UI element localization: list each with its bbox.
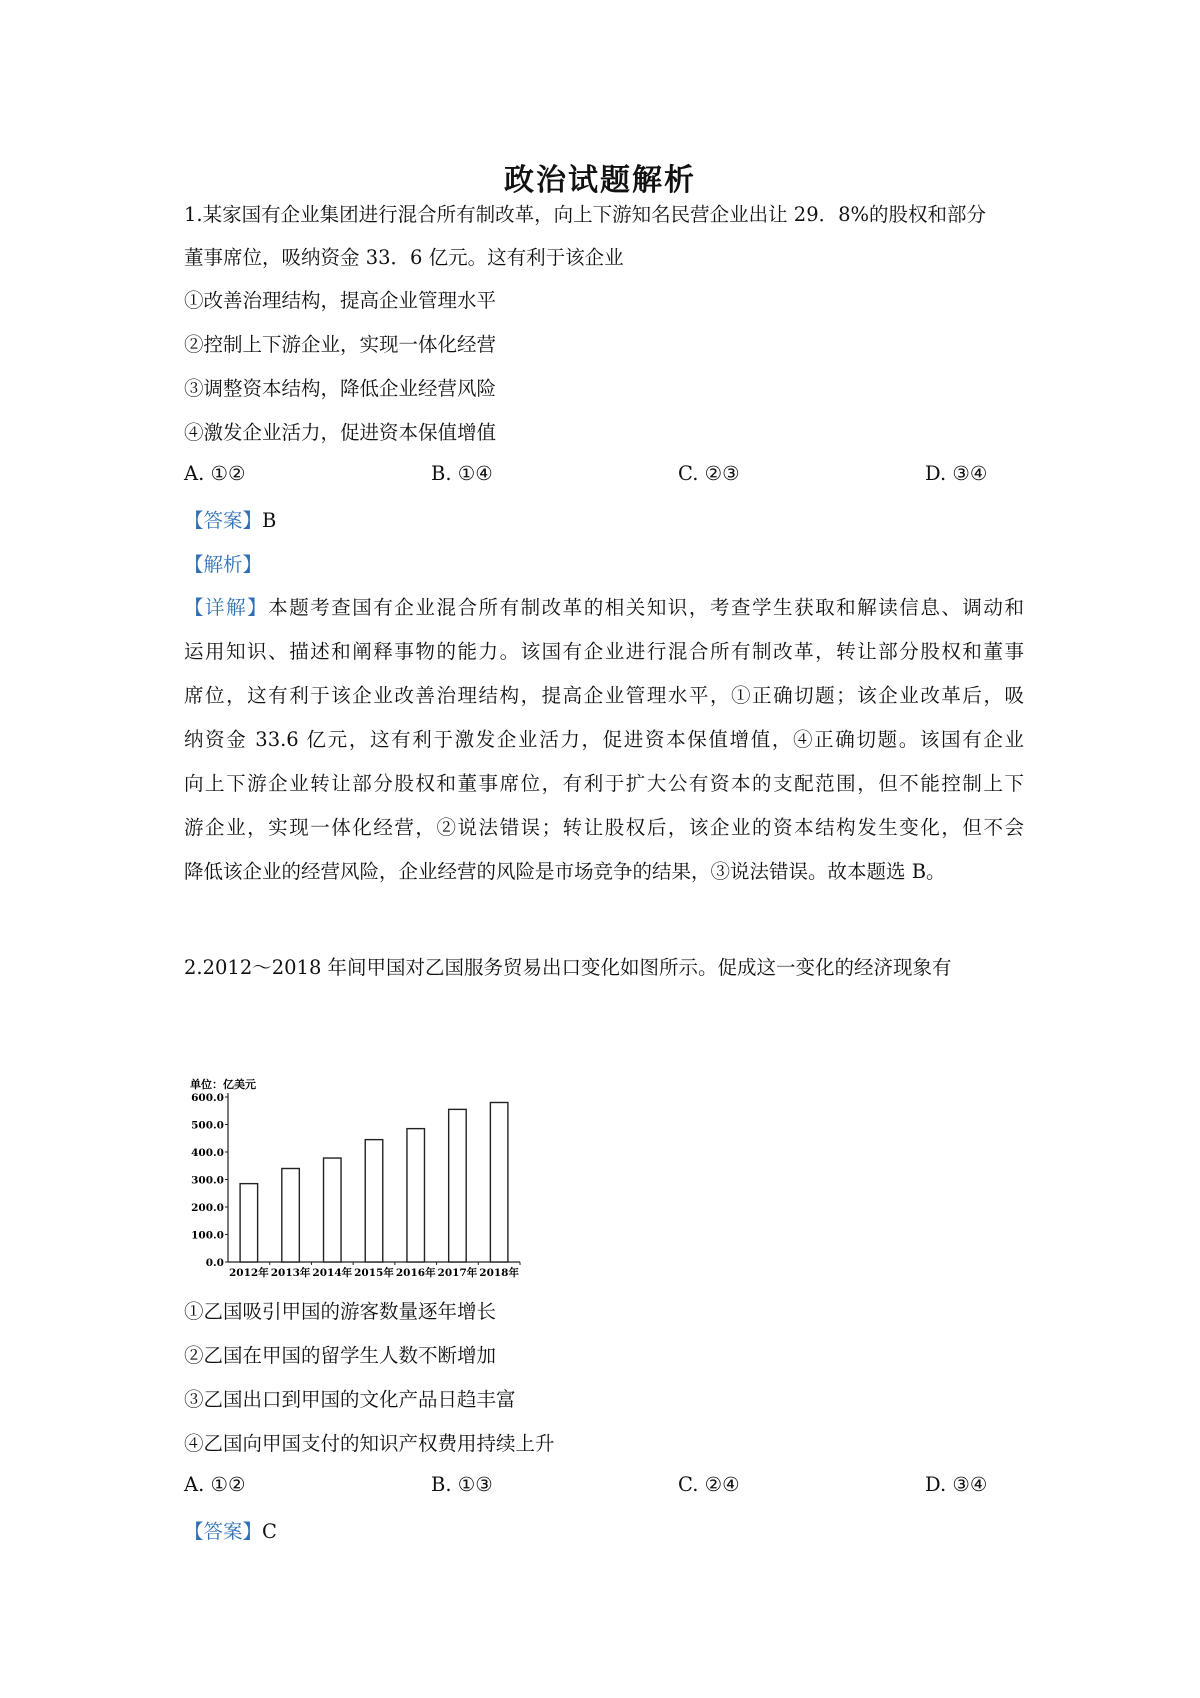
q1-answer-value: B [262,509,277,532]
q1-stem-line2: 董事席位，吸纳资金 33．6 亿元。这有利于该企业 [184,246,624,269]
q2-item-4: ④乙国向甲国支付的知识产权费用持续上升 [184,1432,555,1455]
trade-export-bar-chart [190,1075,550,1285]
chart-x-tick-label: 2016年 [395,1267,436,1279]
q1-options [184,462,1034,492]
chart-x-tick-label: 2014年 [312,1267,353,1279]
q2-answer-value: C [262,1520,277,1543]
page-title: 政治试题解析 [504,163,696,198]
q1-option-c: C. ②③ [678,462,740,485]
q1-option-d: D. ③④ [925,462,988,485]
chart-bar [365,1140,383,1262]
q1-option-b: B. ①④ [431,462,493,485]
q1-detail-line5: 向上下游企业转让部分股权和董事席位，有利于扩大公有资本的支配范围，但不能控制上下 [184,772,1024,795]
q2-item-1: ①乙国吸引甲国的游客数量逐年增长 [184,1300,497,1323]
chart-y-tick-label: 300.0 [191,1174,224,1187]
q1-answer-tag: 【答案】 [184,509,263,532]
q2-answer [184,1517,1024,1547]
q2-option-a: A. ①② [184,1473,246,1496]
chart-y-tick-label: 0.0 [205,1257,224,1269]
chart-x-tick-label: 2013年 [270,1267,311,1279]
chart-unit-label: 单位：亿美元 [190,1078,256,1091]
q2-option-c: C. ②④ [678,1473,740,1496]
q2-answer-tag: 【答案】 [184,1520,263,1543]
chart-y-tick-label: 100.0 [191,1229,224,1242]
q2-stem: 2.2012～2018 年间甲国对乙国服务贸易出口变化如图所示。促成这一变化的经济现象有 [184,956,952,979]
chart-bar [449,1109,467,1262]
q1-detail-line3: 席位，这有利于该企业改善治理结构，提高企业管理水平，①正确切题；该企业改革后，吸 [184,684,1024,707]
q1-detail-line1 [184,593,1024,623]
chart-bar [240,1184,258,1262]
q1-item-4: ④激发企业活力，促进资本保值增值 [184,421,497,444]
chart-bar [490,1103,508,1263]
q1-item-2: ②控制上下游企业，实现一体化经营 [184,333,497,356]
chart-x-tick-label: 2018年 [479,1267,520,1279]
q2-item-2: ②乙国在甲国的留学生人数不断增加 [184,1344,497,1367]
q2-option-b: B. ①③ [431,1473,493,1496]
q1-detail-line6: 游企业，实现一体化经营，②说法错误；转让股权后，该企业的资本结构发生变化，但不会 [184,816,1024,839]
q1-detail-line2: 运用知识、描述和阐释事物的能力。该国有企业进行混合所有制改革，转让部分股权和董事 [184,640,1024,663]
q1-stem-line1: 1.某家国有企业集团进行混合所有制改革，向上下游知名民营企业出让 29．8%的股权和部分 [184,203,987,226]
chart-x-tick-label: 2015年 [354,1267,394,1279]
q2-option-d: D. ③④ [925,1473,988,1496]
q1-item-3: ③调整资本结构，降低企业经营风险 [184,377,497,400]
q1-option-a: A. ①② [184,462,246,485]
chart-bar [282,1169,300,1263]
chart-bar [407,1129,425,1262]
q1-answer [184,506,1024,536]
chart-y-tick-label: 600.0 [191,1092,224,1104]
chart-y-tick-label: 400.0 [191,1147,224,1159]
q1-item-1: ①改善治理结构，提高企业管理水平 [184,289,497,312]
q1-detail-line4: 纳资金 33.6 亿元，这有利于激发企业活力，促进资本保值增值，④正确切题。该国有企业 [184,728,1024,751]
chart-bar [324,1158,342,1262]
chart-x-tick-label: 2017年 [437,1267,478,1279]
chart-y-tick-label: 200.0 [191,1202,224,1214]
q1-detail-tag: 【详解】 [184,596,269,619]
q1-detail-text1: 本题考查国有企业混合所有制改革的相关知识，考查学生获取和解读信息、调动和 [268,596,1024,619]
chart-x-tick-label: 2012年 [228,1267,269,1279]
q2-options [184,1473,1034,1503]
q1-analysis-tag: 【解析】 [184,553,263,576]
chart-y-tick-label: 500.0 [191,1119,224,1132]
q2-item-3: ③乙国出口到甲国的文化产品日趋丰富 [184,1388,516,1411]
q1-detail-line7: 降低该企业的经营风险，企业经营的风险是市场竞争的结果，③说法错误。故本题选 B。 [184,860,946,883]
